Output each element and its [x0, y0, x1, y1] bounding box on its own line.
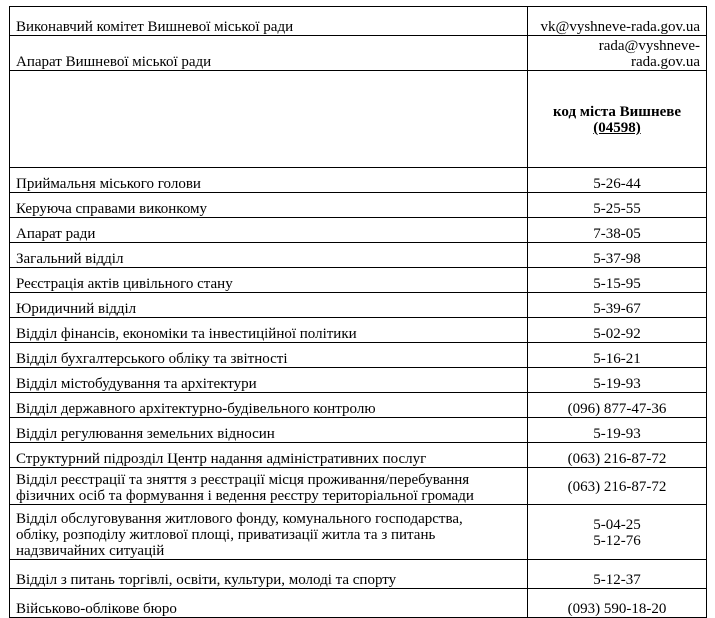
table-row	[10, 193, 707, 218]
department-name: Загальний відділ	[10, 243, 528, 268]
phone-number: 5-39-67	[528, 293, 707, 318]
phone-number: 5-12-76	[593, 533, 641, 549]
department-name-line: Відділ обслуговування житлового фонду, комунального господарства,	[16, 511, 463, 527]
department-name-line: Відділ реєстрації та зняття з реєстрації місця проживання/перебування	[16, 472, 470, 488]
table-row	[10, 393, 707, 418]
table-row	[10, 36, 707, 71]
department-name-line: обліку, розподілу житлової площі, приватизації житла та з питань	[16, 527, 436, 543]
phone-number: 5-37-98	[528, 243, 707, 268]
table-row	[10, 168, 707, 193]
table-row	[10, 243, 707, 268]
phone-number: (093) 590-18-20	[528, 589, 707, 618]
phone-number: 5-12-37	[528, 560, 707, 589]
phone-number: 5-02-92	[528, 318, 707, 343]
department-name: Відділ фінансів, економіки та інвестиційної політики	[10, 318, 528, 343]
phone-number: 5-26-44	[528, 168, 707, 193]
org-name: Апарат Вишневої міської ради	[10, 36, 528, 71]
table-row	[10, 268, 707, 293]
department-name-line: надзвичайних ситуацій	[16, 543, 165, 559]
department-name: Відділ бухгалтерського обліку та звітності	[10, 343, 528, 368]
email-link[interactable]: rada@vyshneve-rada.gov.ua	[528, 36, 707, 71]
table-row	[10, 7, 707, 36]
department-name	[10, 505, 528, 560]
phone-number: (063) 216-87-72	[528, 443, 707, 468]
table-row	[10, 505, 707, 560]
phone-number: (063) 216-87-72	[528, 468, 707, 505]
phone-number: 5-15-95	[528, 268, 707, 293]
department-name: Відділ регулювання земельних відносин	[10, 418, 528, 443]
phone-number: 7-38-05	[528, 218, 707, 243]
department-name: Відділ з питань торгівлі, освіти, культури, молоді та спорту	[10, 560, 528, 589]
table-row	[10, 318, 707, 343]
table-row	[10, 418, 707, 443]
phone-number: 5-04-25	[593, 517, 641, 533]
phone-number: 5-19-93	[528, 418, 707, 443]
department-name: Структурний підрозділ Центр надання адміністративних послуг	[10, 443, 528, 468]
contacts-table	[9, 6, 707, 618]
table-row	[10, 443, 707, 468]
department-name: Апарат ради	[10, 218, 528, 243]
department-name: Відділ державного архітектурно-будівельного контролю	[10, 393, 528, 418]
city-code-header	[528, 71, 707, 168]
department-name: Відділ містобудування та архітектури	[10, 368, 528, 393]
table-row	[10, 293, 707, 318]
empty-cell	[10, 71, 528, 168]
department-name-line: фізичних осіб та формування і ведення реєстру територіальної громади	[16, 488, 474, 504]
city-code-label: код міста Вишневе	[552, 104, 682, 120]
table-row	[10, 468, 707, 505]
city-code-value: (04598)	[593, 120, 641, 136]
phone-number: (096) 877-47-36	[528, 393, 707, 418]
table-row	[10, 218, 707, 243]
department-name: Юридичний відділ	[10, 293, 528, 318]
phone-number: 5-16-21	[528, 343, 707, 368]
department-name	[10, 468, 528, 505]
code-header-row	[10, 71, 707, 168]
department-name: Керуюча справами виконкому	[10, 193, 528, 218]
table-row	[10, 343, 707, 368]
department-name: Реєстрація актів цивільного стану	[10, 268, 528, 293]
department-name: Військово-облікове бюро	[10, 589, 528, 618]
table-row	[10, 560, 707, 589]
email-link[interactable]: vk@vyshneve-rada.gov.ua	[528, 7, 707, 36]
table-row	[10, 368, 707, 393]
department-name: Приймальня міського голови	[10, 168, 528, 193]
phone-number: 5-25-55	[528, 193, 707, 218]
table-row	[10, 589, 707, 618]
phone-number: 5-19-93	[528, 368, 707, 393]
phone-numbers	[528, 505, 707, 560]
org-name: Виконавчий комітет Вишневої міської ради	[10, 7, 528, 36]
